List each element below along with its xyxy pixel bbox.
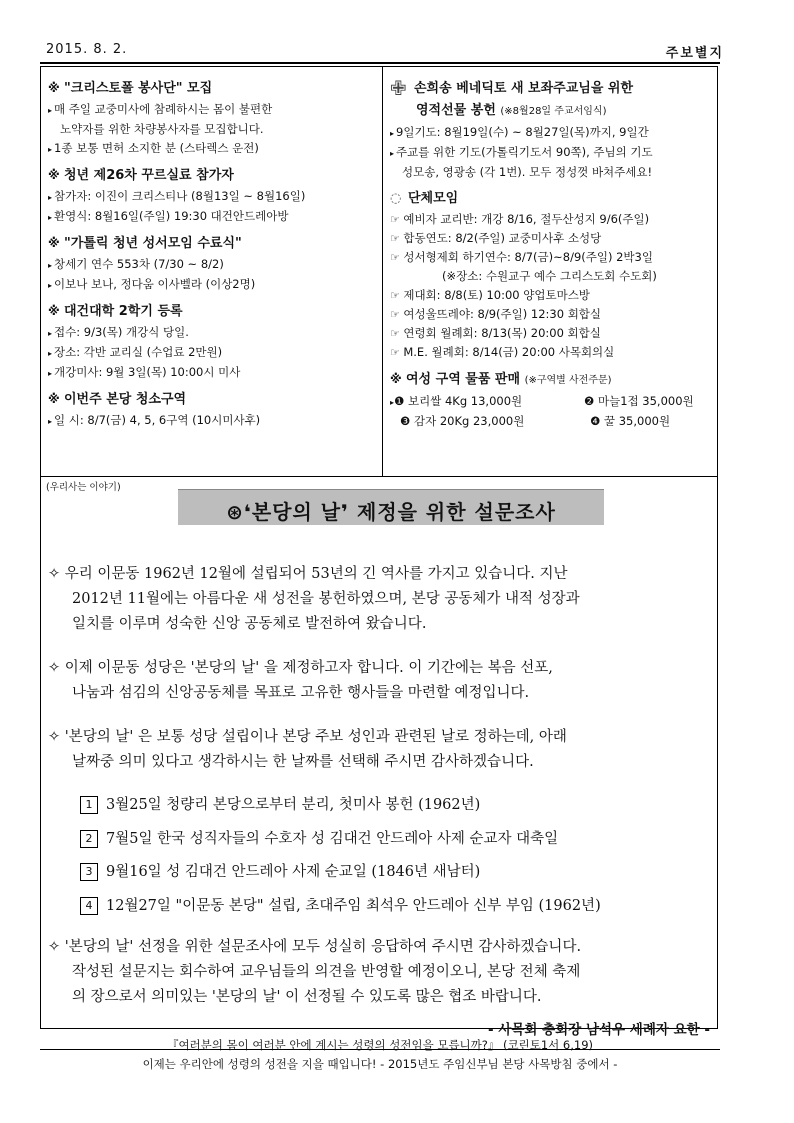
list-item: ▸ 1종 보통 면허 소지한 분 (스타렉스 운전) <box>48 139 378 159</box>
section-heading-groups: ◌ 단체모임 <box>390 188 716 210</box>
sale-item: ❶ 보리쌀 4Kg 13,000원 <box>394 394 523 408</box>
list-item: ▸ 일 시: 8/7(금) 4, 5, 6구역 (10시미사후) <box>48 411 378 431</box>
right-column <box>390 72 716 431</box>
list-item: ▸ 개강미사: 9월 3일(목) 10:00시 미사 <box>48 363 378 383</box>
option-label: 9월16일 성 김대건 안드레아 사제 순교일 (1846년 새남터) <box>106 864 481 880</box>
survey-paragraph-2 <box>48 656 712 706</box>
section-tag: (우리사는 이야기) <box>46 482 121 493</box>
footer-motto: 이제는 우리안에 성령의 성전을 지을 때입니다! - 2015년도 주임신부님 본당 사목방침 중에서 - <box>142 1057 618 1071</box>
sale-item: ❷ 마늘1접 35,000원 <box>584 394 694 408</box>
bulletin-title: 주보별지 <box>665 46 724 61</box>
list-item: ▸ 9일기도: 8월19일(수) ~ 8월27일(목)까지, 9일간 <box>390 123 716 143</box>
cross-icon: ✙ <box>390 76 407 100</box>
asterisk-icon: ※ <box>390 372 402 386</box>
survey-paragraph-3 <box>48 725 712 775</box>
section-heading-bishop-2: 영적선물 봉헌 (※8월28일 주교서임식) <box>416 103 607 118</box>
asterisk-icon: ※ <box>48 168 60 182</box>
sale-item: ❹ 꿀 35,000원 <box>590 414 671 428</box>
section-divider <box>40 476 718 477</box>
paragraph-line: 작성된 설문지는 회수하여 교우님들의 의견을 반영할 예정이오니, 본당 전체 축제 <box>72 964 581 980</box>
section-heading-cleaning: ※ 이번주 본당 청소구역 <box>48 388 378 411</box>
option-label: 12월27일 "이문동 본당" 설립, 초대주임 최석우 안드레아 신부 부임 (1962년) <box>106 898 601 914</box>
list-item: ☞ 연령회 월례회: 8/13(목) 20:00 회합실 <box>390 324 716 343</box>
asterisk-icon: ※ <box>48 236 60 250</box>
section-heading-bible-study: ※ "가톨릭 청년 성서모임 수료식" <box>48 232 378 255</box>
list-item: ☞ 성서형제회 하기연수: 8/7(금)~8/9(주일) 2박3일 <box>390 248 716 267</box>
column-divider <box>382 66 383 476</box>
list-item: ☞ 제대회: 8/8(토) 10:00 양업토마스방 <box>390 286 716 305</box>
list-item: ☞ 여성울뜨레야: 8/9(주일) 12:30 회합실 <box>390 305 716 324</box>
paragraph-line: ✧ '본당의 날' 선정을 위한 설문조사에 모두 성실히 응답하여 주시면 감사하겠습니다. <box>48 935 712 960</box>
list-item: ▸ 창세기 연수 553차 (7/30 ~ 8/2) <box>48 255 378 275</box>
signature: - 사목회 총회장 남석우 세례자 요한 - <box>488 1022 710 1038</box>
header-rule <box>40 62 720 64</box>
paragraph-line: ✧ 우리 이문동 1962년 12월에 설립되어 53년의 긴 역사를 가지고 있습니다. 지난 <box>48 562 712 587</box>
survey-banner <box>178 489 604 525</box>
option-label: 3월25일 청량리 본당으로부터 분리, 첫미사 봉헌 (1962년) <box>106 797 481 813</box>
rosary-icon: ◌ <box>390 191 402 206</box>
sale-item: ❸ 감자 20Kg 23,000원 <box>400 414 525 428</box>
paragraph-line: ✧ 이제 이문동 성당은 '본당의 날' 을 제정하고자 합니다. 이 기간에는 복음 선포, <box>48 656 712 681</box>
option-number-box[interactable]: 3 <box>80 863 98 881</box>
list-item: ☞ M.E. 월례회: 8/14(금) 20:00 사목회의실 <box>390 343 716 362</box>
asterisk-icon: ※ <box>48 81 60 95</box>
list-item: ▸ 이보나 보나, 정다움 이사벨라 (이상2명) <box>48 275 378 295</box>
section-heading-bishop: ✙ 손희송 베네딕토 새 보좌주교님을 위한 <box>390 76 634 100</box>
list-item: ☞ 합동연도: 8/2(주일) 교중미사후 소성당 <box>390 229 716 248</box>
bulletin-date: 2015. 8. 2. <box>46 42 128 57</box>
paragraph-line: 의 장으로서 의미있는 '본당의 날' 이 선정될 수 있도록 많은 협조 바랍니다. <box>72 989 542 1005</box>
option-number-box[interactable]: 4 <box>80 897 98 915</box>
list-item-cont: 노약자를 위한 차량봉사자를 모집합니다. <box>60 122 264 136</box>
list-item-note: (※장소: 수원교구 예수 그리스도회 수도회) <box>442 269 657 283</box>
sale-row: ▸❶ 보리쌀 4Kg 13,000원 ❷ 마늘1접 35,000원 <box>390 392 716 412</box>
asterisk-icon: ※ <box>48 392 60 406</box>
paragraph-line: 날짜중 의미 있다고 생각하시는 한 날짜를 선택해 주시면 감사하겠습니다. <box>72 754 534 770</box>
survey-option-4[interactable] <box>80 894 601 915</box>
list-item: ▸ 참가자: 이진이 크리스티나 (8월13일 ~ 8월16일) <box>48 187 378 207</box>
list-item: ▸ 접수: 9/3(목) 개강식 당일. <box>48 323 378 343</box>
paragraph-line: 나눔과 섬김의 신앙공동체를 목표로 고유한 행사들을 마련할 예정입니다. <box>72 685 530 701</box>
list-item: ▸ 주교를 위한 기도(가톨릭기도서 90쪽), 주님의 기도 <box>390 143 716 163</box>
list-item: ▸ 장소: 각반 교리실 (수업료 2만원) <box>48 343 378 363</box>
paragraph-line: ✧ '본당의 날' 은 보통 성당 설립이나 본당 주보 성인과 관련된 날로 정하는데, 아래 <box>48 725 712 750</box>
left-column <box>48 72 378 431</box>
section-heading-volunteers: ※ "크리스토폴 봉사단" 모집 <box>48 77 378 100</box>
survey-paragraph-1 <box>48 562 712 637</box>
survey-option-1[interactable] <box>80 793 480 814</box>
list-item-cont: 성모송, 영광송 (각 1번). 모두 정성껏 바쳐주세요! <box>402 165 653 179</box>
survey-option-2[interactable] <box>80 827 558 848</box>
footer-quote: 『여러분의 몸이 여러분 안에 계시는 성령의 성전임을 모릅니까?』 (코린토1서 6,19) <box>166 1038 594 1052</box>
option-number-box[interactable]: 1 <box>80 796 98 814</box>
survey-title: ⊛❛본당의 날❜ 제정을 위한 설문조사 <box>226 500 556 524</box>
asterisk-icon: ※ <box>48 304 60 318</box>
option-number-box[interactable]: 2 <box>80 830 98 848</box>
list-item: ☞ 예비자 교리반: 개강 8/16, 절두산성지 9/6(주일) <box>390 210 716 229</box>
list-item: ▸ 환영식: 8월16일(주일) 19:30 대건안드레아방 <box>48 207 378 227</box>
survey-paragraph-4 <box>48 935 712 1010</box>
sale-row <box>390 412 716 431</box>
section-heading-sales: ※ 여성 구역 물품 판매 (※구역별 사전주문) <box>390 368 716 392</box>
section-heading-college: ※ 대건대학 2학기 등록 <box>48 300 378 323</box>
list-item: ▸ 매 주일 교중미사에 참례하시는 몸이 불편한 <box>48 100 378 120</box>
paragraph-line: 2012년 11월에는 아름다운 새 성전을 봉헌하였으며, 본당 공동체가 내적 성장과 <box>72 591 580 607</box>
survey-option-3[interactable] <box>80 860 480 881</box>
paragraph-line: 일치를 이루며 성숙한 신앙 공동체로 발전하여 왔습니다. <box>72 616 427 632</box>
option-label: 7월5일 한국 성직자들의 수호자 성 김대건 안드레아 사제 순교자 대축일 <box>106 831 559 847</box>
section-heading-cursillo: ※ 청년 제26차 꾸르실료 참가자 <box>48 164 378 187</box>
